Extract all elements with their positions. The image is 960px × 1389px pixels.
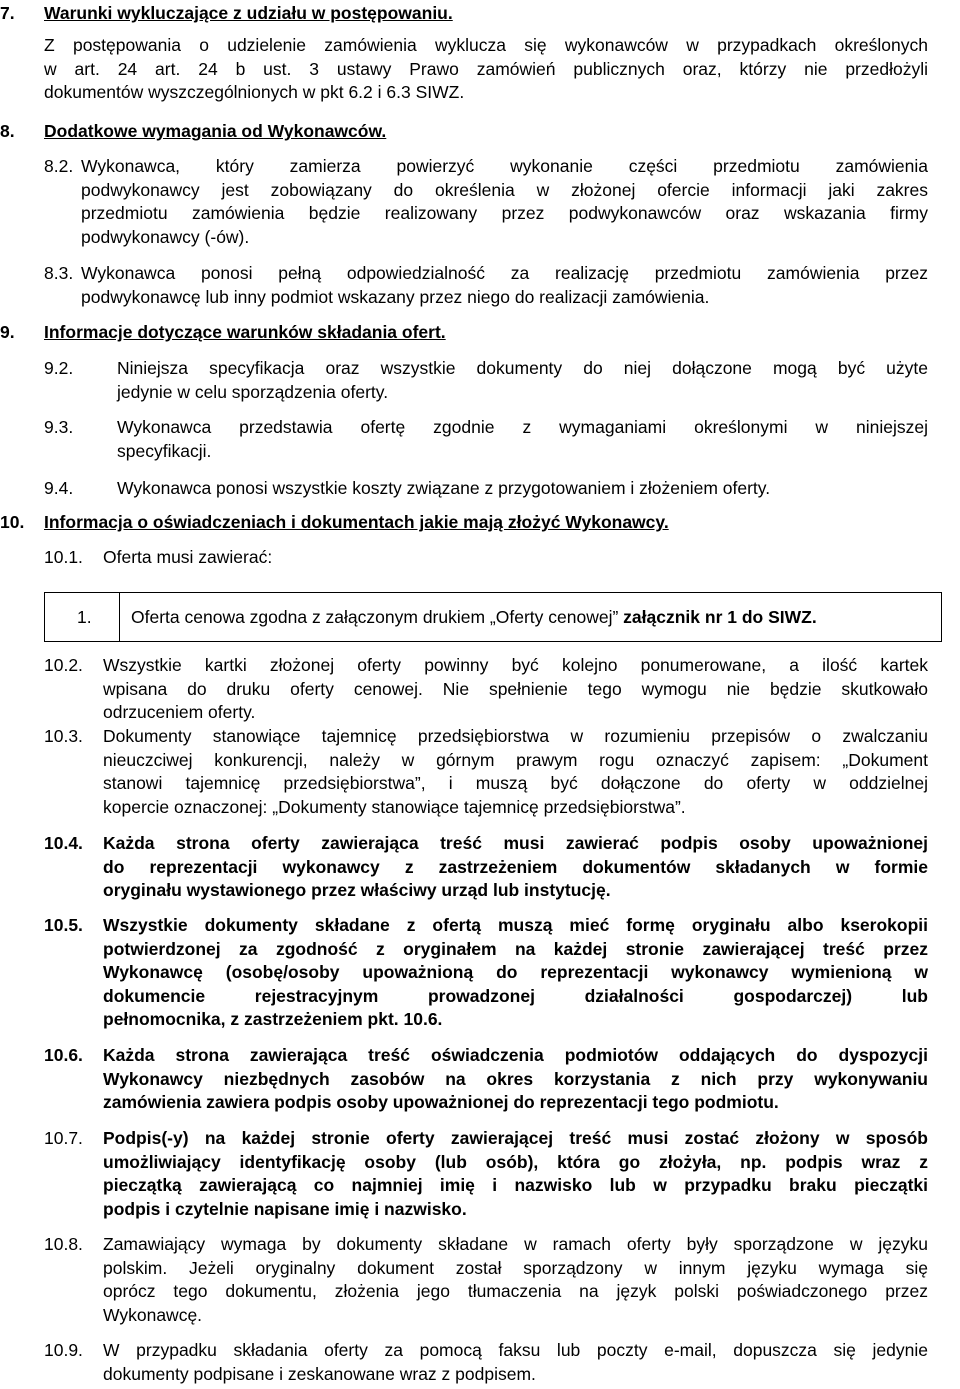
text-line: Wszystkie kartki złożonej oferty powinny być kolejno ponumerowane, a ilość kartek	[103, 655, 928, 675]
item-10-4-number: 10.4.	[44, 833, 83, 853]
text-line: Podpis(-y) na każdej stronie oferty zawierającej treść musi zostać złożony w sposób	[103, 1128, 928, 1148]
section-10-title: Informacja o oświadczeniach i dokumentach jakie mają złożyć Wykonawcy.	[44, 512, 669, 532]
table-row-number: 1.	[77, 607, 92, 627]
text-line: pełnomocnika, z zastrzeżeniem pkt. 10.6.	[103, 1009, 443, 1029]
text-line: podpis i czytelnie napisane imię i nazwisko.	[103, 1198, 467, 1219]
section-10-number: 10.	[0, 512, 25, 532]
text-line: Wykonawca przedstawia ofertę zgodnie z wymaganiami określonymi w niniejszej	[117, 417, 928, 437]
item-10-8-text	[103, 1233, 928, 1327]
section-9-number: 9.	[0, 322, 15, 342]
text-line: zamówienia zawiera podpis osoby upoważnionej do reprezentacji tego podmiotu.	[103, 1092, 779, 1112]
item-10-3-text	[103, 725, 928, 819]
text-line: dokumencie rejestracyjnym prowadzonej działalności gospodarczej) lub	[103, 985, 928, 1006]
section-7-title: Warunki wykluczające z udziału w postępowaniu.	[44, 3, 453, 23]
text-line: W przypadku składania oferty za pomocą faksu lub poczty e-mail, dopuszcza się jedynie	[103, 1340, 928, 1360]
text-line: specyfikacji.	[117, 440, 212, 461]
item-10-7-text	[103, 1127, 928, 1221]
text-line: w art. 24 art. 24 b ust. 3 ustawy Prawo zamówień publicznych oraz, którzy nie przedłożyli	[44, 58, 928, 79]
text-line: do reprezentacji wykonawcy z zastrzeżeniem dokumentów składanych w formie	[103, 856, 928, 877]
item-9-2-number: 9.2.	[44, 358, 74, 378]
text-line: Dokumenty stanowiące tajemnicę przedsiębiorstwa w rozumieniu przepisów o zwalczaniu	[103, 726, 928, 746]
text-line: stanowi tajemnicę przedsiębiorstwa”, i muszą być dołączone do oferty w oddzielnej	[103, 773, 928, 793]
item-10-1-text: Oferta musi zawierać:	[103, 547, 273, 567]
text-line: przedmiotu zamówienia będzie realizowany przez podwykonawców oraz wskazania firmy	[81, 203, 928, 223]
text-line: nieuczciwej konkurencji, należy w górnym prawym rogu oznaczyć zapisem: „Dokument	[103, 749, 928, 770]
text-line: Wykonawcy niezbędnych zasobów na okres korzystania z nich przy wykonywaniu	[103, 1068, 928, 1089]
text-line: polskim. Jeżeli oryginalny dokument został sporządzony w innym języku wymaga się	[103, 1257, 928, 1278]
item-10-8-number: 10.8.	[44, 1234, 83, 1254]
text-line: Wykonawca ponosi pełną odpowiedzialność za realizację przedmiotu zamówienia przez	[81, 263, 928, 283]
item-10-2-number: 10.2.	[44, 655, 83, 675]
text-line: odrzuceniem oferty.	[103, 702, 256, 722]
item-10-2-text	[103, 654, 928, 725]
item-9-2-text	[117, 357, 928, 404]
text-line: umożliwiający identyfikację osoby (lub osób), która go złożyła, np. podpis wraz z	[103, 1151, 928, 1172]
table-row-text	[131, 606, 817, 630]
text-line: Wykonawcę.	[103, 1304, 203, 1325]
item-10-6-text	[103, 1044, 928, 1115]
item-10-7-number: 10.7.	[44, 1128, 83, 1148]
text-line: Każda strona oferty zawierająca treść musi zawierać podpis osoby upoważnionej	[103, 833, 928, 853]
section-7-paragraph	[44, 34, 928, 105]
item-10-4-text	[103, 832, 928, 903]
text-line: dokumentów wyszczególnionych w pkt 6.2 i 6.3 SIWZ.	[44, 82, 465, 102]
item-10-9-text	[103, 1339, 928, 1386]
section-9-title: Informacje dotyczące warunków składania ofert.	[44, 322, 446, 342]
item-8-3-number: 8.3.	[44, 263, 74, 283]
item-9-4-number: 9.4.	[44, 478, 74, 498]
table-cell-text: Oferta cenowa zgodna z załączonym drukiem „Oferty cenowej”	[131, 607, 619, 627]
section-8-title: Dodatkowe wymagania od Wykonawców.	[44, 121, 387, 141]
item-9-3-number: 9.3.	[44, 417, 74, 437]
text-line: Niniejsza specyfikacja oraz wszystkie dokumenty do niej dołączone mogą być użyte	[117, 358, 928, 378]
text-line: jedynie w celu sporządzenia oferty.	[117, 381, 389, 402]
text-line: potwierdzonej za zgodność z oryginałem na każdej stronie zawierającej treść przez	[103, 938, 928, 959]
text-line: podwykonawcy jest zobowiązany do określenia w złożonej ofercie informacji jaki zakres	[81, 179, 928, 200]
text-line: Wszystkie dokumenty składane z ofertą muszą mieć formę oryginału albo kserokopii	[103, 915, 928, 935]
text-line: Z postępowania o udzielenie zamówienia wyklucza się wykonawców w przypadkach określonych	[44, 35, 928, 55]
table-column-divider	[119, 593, 120, 641]
text-line: wpisana do druku oferty cenowej. Nie spełnienie tego wymogu nie będzie skutkowało	[103, 678, 928, 699]
text-line: pieczątką zawierającą co najmniej imię i nazwisko lub w przypadku braku pieczątki	[103, 1175, 928, 1195]
section-8-number: 8.	[0, 121, 15, 141]
text-line: podwykonawcę lub inny podmiot wskazany przez niego do realizacji zamówienia.	[81, 286, 710, 307]
item-10-5-number: 10.5.	[44, 915, 83, 935]
item-10-3-number: 10.3.	[44, 726, 83, 746]
item-10-9-number: 10.9.	[44, 1340, 83, 1360]
item-8-2-number: 8.2.	[44, 156, 74, 176]
text-line: kopercie oznaczonej: „Dokumenty stanowiące tajemnicę przedsiębiorstwa”.	[103, 796, 686, 817]
item-10-6-number: 10.6.	[44, 1045, 83, 1065]
text-line: Wykonawcę (osobę/osoby upoważnioną do reprezentacji wykonawcy wymienioną w	[103, 962, 928, 982]
text-line: Zamawiający wymaga by dokumenty składane w ramach oferty były sporządzone w języku	[103, 1234, 928, 1254]
attachment-reference: załącznik nr 1 do SIWZ.	[623, 607, 817, 627]
offer-contents-table	[44, 592, 942, 642]
item-10-5-text	[103, 914, 928, 1032]
text-line: Wykonawca, który zamierza powierzyć wykonanie części przedmiotu zamówienia	[81, 156, 928, 176]
text-line: dokumenty podpisane i zeskanowane wraz z podpisem.	[103, 1363, 536, 1384]
text-line: Każda strona zawierająca treść oświadczenia podmiotów oddających do dyspozycji	[103, 1045, 928, 1065]
text-line: oryginału wystawionego przez właściwy urząd lub instytucję.	[103, 880, 611, 900]
text-line: Wykonawca ponosi wszystkie koszty związane z przygotowaniem i złożeniem oferty.	[117, 478, 771, 498]
item-8-2-text	[81, 155, 928, 249]
item-8-3-text	[81, 262, 928, 309]
item-9-3-text	[117, 416, 928, 463]
text-line: podwykonawcy (-ów).	[81, 226, 250, 247]
item-9-4-text	[117, 477, 928, 501]
text-line: oprócz tego dokumentu, złożenia jego tłumaczenia na język polski poświadczonego przez	[103, 1281, 928, 1301]
section-7-number: 7.	[0, 3, 15, 23]
item-10-1-number: 10.1.	[44, 547, 83, 567]
